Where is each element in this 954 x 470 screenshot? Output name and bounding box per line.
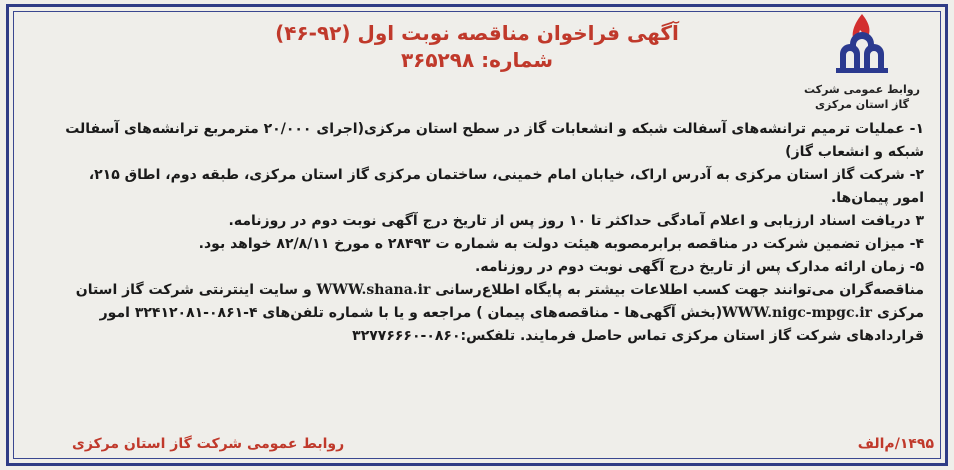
- closing-text-2: و سایت اینترنتی شرکت گاز استان مرکزی: [75, 282, 924, 321]
- item-3: ۳ دریافت اسناد ارزیابی و اعلام آمادگی حداکثر تا ۱۰ روز پس از تاریخ درج آگهی نوبت دوم در روزنامه.: [228, 213, 924, 229]
- item-1: ۱- عملیات ترمیم ترانشه‌های آسفالت شبکه و انشعابات گاز در سطح استان مرکزی(اجرای ۲۰/۰۰۰ مترمربع ترانشه‌های آسفالت شبکه و انشعاب گاز): [65, 121, 924, 160]
- footer-org-signature: روابط عمومی شرکت گاز استان مرکزی: [72, 436, 345, 452]
- item-5: ۵- زمان ارائه مدارک پس از تاریخ درج آگهی نوبت دوم در روزنامه.: [475, 259, 924, 275]
- org-name-line1: روابط عمومی شرکت: [804, 83, 920, 96]
- notice-title: آگهی فراخوان مناقصه نوبت اول (۹۲-۴۶): [275, 21, 679, 45]
- nigc-website-link[interactable]: WWW.nigc-mpgc.ir: [722, 305, 873, 321]
- closing-paragraph: [64, 279, 924, 348]
- notice-body: [64, 118, 924, 348]
- item-2: ۲- شرکت گاز استان مرکزی به آدرس اراک، خیابان امام خمینی، ساختمان مرکزی گاز استان مرکزی، طبقه دوم، اطاق ۲۱۵، امور پیمان‌ها.: [88, 167, 924, 206]
- notice-header: [0, 20, 954, 74]
- shana-website-link[interactable]: WWW.shana.ir: [316, 282, 431, 298]
- notice-code: ۱۴۹۵/م‌الف: [857, 436, 934, 452]
- org-name-line2: گاز استان مرکزی: [814, 98, 910, 111]
- closing-text-1: مناقصه‌گران می‌توانند جهت کسب اطلاعات بیشتر به پایگاه اطلاع‌رسانی: [435, 282, 924, 298]
- closing-text-3: (بخش آگهی‌ها - مناقصه‌های پیمان ) مراجعه و یا با شماره تلفن‌های ۴-۰۸۶۱-۳۲۴۱۲۰۸۱ امور قراردادهای شرکت گاز استان مرکزی تماس حاصل فرمایند. تلفکس:۰۸۶۰-۳۲۷۷۶۶۶۰: [99, 305, 924, 344]
- notice-number: شماره: ۳۶۵۲۹۸: [400, 48, 554, 72]
- item-4: ۴- میزان تضمین شرکت در مناقصه برابرمصوبه هیئت دولت به شماره ت ۲۸۴۹۳ ه مورخ ۸۲/۸/۱۱ خواهد بود.: [198, 236, 924, 252]
